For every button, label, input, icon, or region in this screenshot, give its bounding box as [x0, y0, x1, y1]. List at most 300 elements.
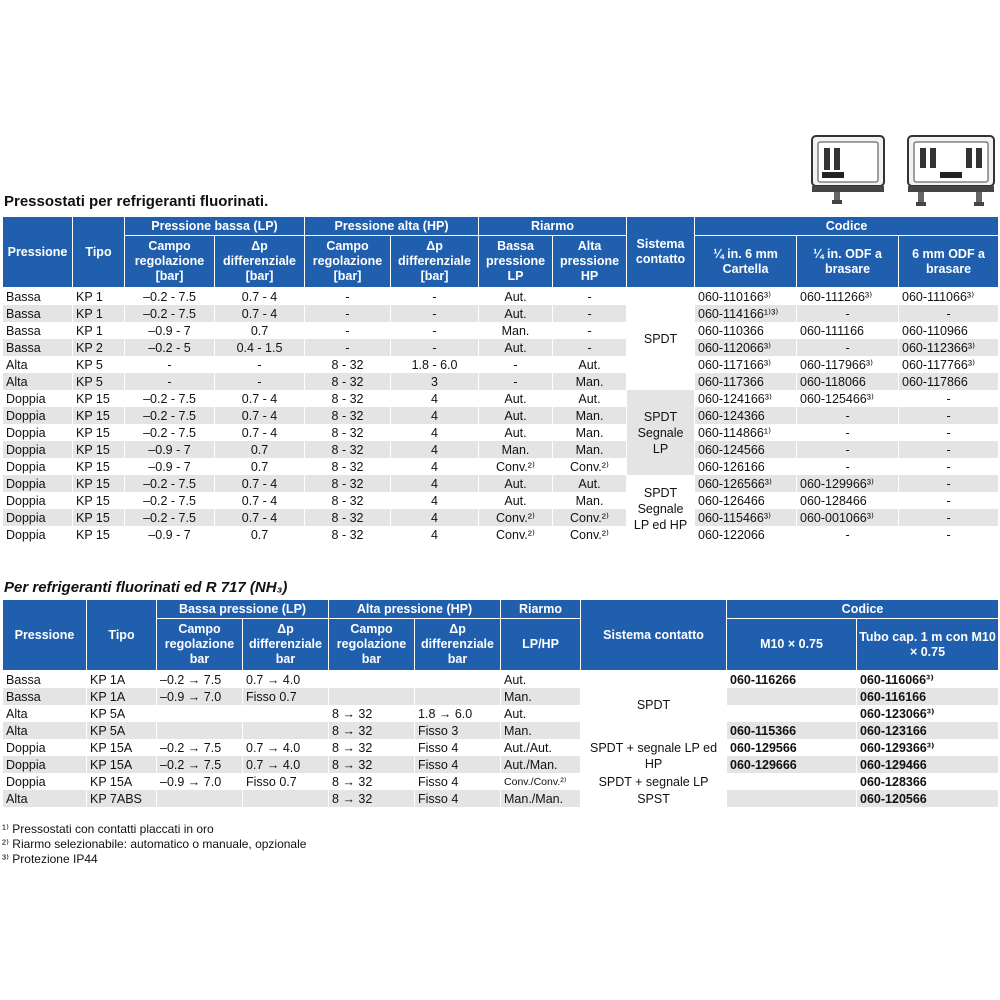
table-cell: 8 → 32 [329, 722, 415, 739]
table-cell: KP 15 [73, 509, 125, 526]
code-cell: 060-129966³⁾ [797, 475, 899, 492]
table-row [3, 756, 999, 773]
table-row [3, 705, 999, 722]
code-cell: 060-122066 [695, 526, 797, 543]
table-cell: Doppia [3, 475, 73, 492]
table-cell: 1.8 - 6.0 [391, 356, 479, 373]
table-row [3, 458, 999, 475]
code-cell: 060-114866¹⁾ [695, 424, 797, 441]
code-cell: 060-129566 [727, 739, 857, 756]
code-cell: 060-124366 [695, 407, 797, 424]
table2-title: Per refrigeranti fluorinati ed R 717 (NH₃) [4, 579, 288, 596]
table-cell: –0.9 → 7.0 [157, 773, 243, 790]
col-code2: ¼ in. ODF a brasare [797, 236, 899, 288]
table-cell: –0.2 - 7.5 [125, 492, 215, 509]
table-cell: Doppia [3, 773, 87, 790]
table-row [3, 373, 999, 390]
table-cell: Conv.²⁾ [553, 509, 627, 526]
table-cell: Aut./Aut. [501, 739, 581, 756]
code-cell: - [899, 390, 999, 407]
table-cell [329, 688, 415, 705]
code-cell [727, 790, 857, 807]
table-cell: 0.7 - 4 [215, 390, 305, 407]
table-cell: 8 - 32 [305, 390, 391, 407]
table-cell: KP 1 [73, 322, 125, 339]
table-cell: - [391, 305, 479, 322]
table-cell: Fisso 4 [415, 773, 501, 790]
group-lp: Pressione bassa (LP) [125, 217, 305, 236]
table-cell: Man. [501, 688, 581, 705]
table-cell: Aut. [479, 305, 553, 322]
code-cell: 060-115466³⁾ [695, 509, 797, 526]
table-row [3, 424, 999, 441]
table-cell: - [305, 322, 391, 339]
table-cell: Doppia [3, 458, 73, 475]
table-cell: KP 1A [87, 688, 157, 705]
table-cell: 0.7 [215, 441, 305, 458]
table-cell [157, 790, 243, 807]
table-cell: KP 5 [73, 356, 125, 373]
table-row [3, 305, 999, 322]
table-cell: –0.9 - 7 [125, 458, 215, 475]
table-cell: - [553, 288, 627, 306]
code-cell: 060-117766³⁾ [899, 356, 999, 373]
code-cell: 060-120566 [857, 790, 999, 807]
system-contact-cell: SPDT + segnale LP ed HP [581, 739, 727, 773]
table-cell: Fisso 4 [415, 739, 501, 756]
table-cell: KP 15 [73, 390, 125, 407]
table-fluorinated-r717 [2, 599, 999, 807]
code-cell: 060-114166¹⁾³⁾ [695, 305, 797, 322]
col-dp-hp: Δp differenziale [bar] [391, 236, 479, 288]
table-cell: 0.7 - 4 [215, 407, 305, 424]
table-cell: Bassa [3, 322, 73, 339]
table-cell: Aut. [479, 339, 553, 356]
table-cell: Aut. [479, 424, 553, 441]
code-cell: 060-116066³⁾ [857, 671, 999, 689]
table-row [3, 526, 999, 543]
group-code: Codice [727, 600, 999, 619]
table-cell: 0.7 → 4.0 [243, 739, 329, 756]
table-row [3, 288, 999, 306]
table-cell: 0.7 [215, 322, 305, 339]
table-cell: 4 [391, 458, 479, 475]
code-cell: - [797, 424, 899, 441]
footnote: ²⁾ Riarmo selezionabile: automatico o manuale, opzionale [2, 837, 307, 851]
col-campo-hp: Campo regolazione bar [329, 619, 415, 671]
code-cell: 060-117366 [695, 373, 797, 390]
table-cell: Doppia [3, 407, 73, 424]
table-cell: - [391, 288, 479, 306]
code-cell: 060-116166 [857, 688, 999, 705]
table-cell: Man. [501, 722, 581, 739]
table-row [3, 509, 999, 526]
table1-title: Pressostati per refrigeranti fluorinati. [4, 193, 269, 210]
table-cell: 8 - 32 [305, 458, 391, 475]
table-cell: Man. [479, 441, 553, 458]
table-cell: Aut. [479, 475, 553, 492]
col-campo-hp: Campo regolazione [bar] [305, 236, 391, 288]
table-cell: 8 - 32 [305, 356, 391, 373]
col-tipo: Tipo [73, 217, 125, 288]
code-cell [727, 688, 857, 705]
table-row [3, 475, 999, 492]
table-cell: Doppia [3, 526, 73, 543]
table-cell: - [479, 373, 553, 390]
table-cell: Alta [3, 356, 73, 373]
table-cell: KP 5A [87, 722, 157, 739]
table-cell: - [305, 339, 391, 356]
system-contact-cell: SPDT Segnale LP ed HP [627, 475, 695, 543]
footnote: ¹⁾ Pressostati con contatti placcati in oro [2, 822, 214, 836]
code-cell: 060-126566³⁾ [695, 475, 797, 492]
col-tipo: Tipo [87, 600, 157, 671]
table-fluorinated [2, 216, 999, 543]
table-cell: Aut. [501, 705, 581, 722]
col-dp-hp: Δp differenziale bar [415, 619, 501, 671]
table-cell: –0.9 - 7 [125, 322, 215, 339]
code-cell: - [899, 526, 999, 543]
table-cell: –0.2 → 7.5 [157, 756, 243, 773]
code-cell: 060-129366³⁾ [857, 739, 999, 756]
table-cell: - [479, 356, 553, 373]
pressure-switch-dual-icon [904, 132, 998, 214]
code-cell: 060-115366 [727, 722, 857, 739]
table-cell: 4 [391, 526, 479, 543]
table-cell [157, 705, 243, 722]
table-cell: Doppia [3, 739, 87, 756]
table-cell: - [215, 373, 305, 390]
table-row [3, 390, 999, 407]
table-cell: 0.7 - 4 [215, 288, 305, 306]
table-cell: 0.7 - 4 [215, 424, 305, 441]
table-cell: Aut. [501, 671, 581, 689]
table-cell: 8 - 32 [305, 407, 391, 424]
code-cell: 060-117866 [899, 373, 999, 390]
col-campo-lp: Campo regolazione [bar] [125, 236, 215, 288]
table-cell: 0.7 - 4 [215, 475, 305, 492]
table-cell: - [305, 305, 391, 322]
table-cell: 4 [391, 509, 479, 526]
table-cell: 4 [391, 492, 479, 509]
table-cell: Fisso 0.7 [243, 688, 329, 705]
table-cell: Alta [3, 705, 87, 722]
table-cell: 0.7 - 4 [215, 305, 305, 322]
table-cell: Bassa [3, 688, 87, 705]
table-cell: Man. [553, 373, 627, 390]
system-contact-cell: SPDT [627, 288, 695, 391]
table-row [3, 739, 999, 756]
table-cell: Fisso 3 [415, 722, 501, 739]
code-cell: 060-110366 [695, 322, 797, 339]
group-lp: Bassa pressione (LP) [157, 600, 329, 619]
table-cell: Conv.²⁾ [479, 509, 553, 526]
table-cell: - [391, 339, 479, 356]
table-cell: 0.7 - 4 [215, 509, 305, 526]
code-cell: 060-124566 [695, 441, 797, 458]
table-cell [329, 671, 415, 689]
table-row [3, 322, 999, 339]
group-reset: Riarmo [501, 600, 581, 619]
code-cell: 060-128366 [857, 773, 999, 790]
table-cell: - [553, 305, 627, 322]
col-sistema: Sistema contatto [627, 217, 695, 288]
code-cell: 060-110166³⁾ [695, 288, 797, 306]
code-cell: 060-117166³⁾ [695, 356, 797, 373]
table-cell: 8 - 32 [305, 475, 391, 492]
code-cell: 060-110966 [899, 322, 999, 339]
table-cell: –0.2 - 5 [125, 339, 215, 356]
table-cell: - [125, 356, 215, 373]
table-cell: Doppia [3, 756, 87, 773]
table-cell: Doppia [3, 492, 73, 509]
table-cell: Conv.²⁾ [553, 526, 627, 543]
table-cell: –0.2 - 7.5 [125, 509, 215, 526]
code-cell: - [797, 339, 899, 356]
code-cell: - [797, 305, 899, 322]
code-cell [727, 773, 857, 790]
table-cell: Aut. [479, 288, 553, 306]
table-cell: Bassa [3, 288, 73, 306]
table-cell: Aut./Man. [501, 756, 581, 773]
table-cell: 0.4 - 1.5 [215, 339, 305, 356]
system-contact-cell: SPDT + segnale LP [581, 773, 727, 790]
table-cell [415, 671, 501, 689]
table-cell: 4 [391, 424, 479, 441]
code-cell: 060-128466 [797, 492, 899, 509]
table-cell: Bassa [3, 305, 73, 322]
table-cell: –0.2 - 7.5 [125, 288, 215, 306]
col-reset: LP/HP [501, 619, 581, 671]
table-row [3, 339, 999, 356]
table-cell: 4 [391, 407, 479, 424]
table-cell: 8 → 32 [329, 756, 415, 773]
col-code2: Tubo cap. 1 m con M10 × 0.75 [857, 619, 999, 671]
code-cell: 060-123166 [857, 722, 999, 739]
col-dp-lp: Δp differenziale bar [243, 619, 329, 671]
col-dp-lp: Δp differenziale [bar] [215, 236, 305, 288]
table-cell: Doppia [3, 441, 73, 458]
col-reset-hp: Alta pressione HP [553, 236, 627, 288]
table-cell: –0.2 - 7.5 [125, 475, 215, 492]
table-cell: KP 15 [73, 441, 125, 458]
table-cell: KP 2 [73, 339, 125, 356]
group-hp: Alta pressione (HP) [329, 600, 501, 619]
table-cell [157, 722, 243, 739]
system-contact-cell: SPDT [581, 671, 727, 740]
table-cell: –0.9 - 7 [125, 526, 215, 543]
code-cell: - [899, 305, 999, 322]
table-cell: –0.2 → 7.5 [157, 671, 243, 689]
table-row [3, 773, 999, 790]
table-cell: 1.8 → 6.0 [415, 705, 501, 722]
code-cell: 060-118066 [797, 373, 899, 390]
col-sistema: Sistema contatto [581, 600, 727, 671]
code-cell: 060-125466³⁾ [797, 390, 899, 407]
table-cell: –0.9 - 7 [125, 441, 215, 458]
code-cell: - [899, 492, 999, 509]
table-cell: Man. [553, 407, 627, 424]
table-cell: KP 15 [73, 458, 125, 475]
code-cell: - [899, 424, 999, 441]
table-row [3, 407, 999, 424]
col-campo-lp: Campo regolazione bar [157, 619, 243, 671]
table-row [3, 671, 999, 689]
table-cell: - [125, 373, 215, 390]
table-cell: Man. [553, 424, 627, 441]
table-cell [243, 705, 329, 722]
code-cell: 060-129666 [727, 756, 857, 773]
table-cell: Alta [3, 722, 87, 739]
code-cell: 060-111066³⁾ [899, 288, 999, 306]
table-cell: KP 15A [87, 739, 157, 756]
table-cell: - [553, 322, 627, 339]
table-cell: Doppia [3, 509, 73, 526]
table-cell: Aut. [479, 407, 553, 424]
table-cell: –0.2 - 7.5 [125, 407, 215, 424]
table-cell: –0.2 - 7.5 [125, 424, 215, 441]
table-cell: 4 [391, 441, 479, 458]
table-cell: –0.2 → 7.5 [157, 739, 243, 756]
table-cell: 8 → 32 [329, 773, 415, 790]
code-cell: - [899, 407, 999, 424]
table-cell: KP 5 [73, 373, 125, 390]
code-cell: 060-111166 [797, 322, 899, 339]
code-cell: 060-001066³⁾ [797, 509, 899, 526]
table-cell: Aut. [553, 475, 627, 492]
table-cell [243, 722, 329, 739]
table-cell: 0.7 → 4.0 [243, 671, 329, 689]
code-cell: - [797, 526, 899, 543]
table-cell: - [553, 339, 627, 356]
table-cell: 8 → 32 [329, 790, 415, 807]
code-cell: - [797, 458, 899, 475]
code-cell [727, 705, 857, 722]
col-code3: 6 mm ODF a brasare [899, 236, 999, 288]
col-pressione: Pressione [3, 600, 87, 671]
group-code: Codice [695, 217, 999, 236]
table-cell: Alta [3, 373, 73, 390]
table-cell: 4 [391, 475, 479, 492]
table-cell: KP 15 [73, 407, 125, 424]
code-cell: 060-112066³⁾ [695, 339, 797, 356]
code-cell: - [899, 441, 999, 458]
table-cell: –0.2 - 7.5 [125, 305, 215, 322]
table-cell: 8 - 32 [305, 373, 391, 390]
table-cell: KP 1 [73, 288, 125, 306]
table-cell: - [391, 322, 479, 339]
footnote: ³⁾ Protezione IP44 [2, 852, 98, 866]
code-cell: - [797, 441, 899, 458]
table-cell: KP 15A [87, 773, 157, 790]
table-row [3, 688, 999, 705]
table-cell: Conv./Conv.²⁾ [501, 773, 581, 790]
col-code1: ¼ in. 6 mm Cartella [695, 236, 797, 288]
code-cell: 060-129466 [857, 756, 999, 773]
table-cell: Doppia [3, 390, 73, 407]
table-cell: Bassa [3, 339, 73, 356]
table-cell: 0.7 - 4 [215, 492, 305, 509]
col-code1: M10 × 0.75 [727, 619, 857, 671]
table-cell: Conv.²⁾ [479, 526, 553, 543]
code-cell: 060-117966³⁾ [797, 356, 899, 373]
table-row [3, 790, 999, 807]
table-cell: 8 → 32 [329, 705, 415, 722]
table-row [3, 441, 999, 458]
code-cell: 060-112366³⁾ [899, 339, 999, 356]
table-cell: Bassa [3, 671, 87, 689]
table-cell: Man. [479, 322, 553, 339]
col-pressione: Pressione [3, 217, 73, 288]
col-reset-lp: Bassa pressione LP [479, 236, 553, 288]
table-cell: KP 1A [87, 671, 157, 689]
table-cell: 0.7 → 4.0 [243, 756, 329, 773]
table-cell: Fisso 0.7 [243, 773, 329, 790]
code-cell: - [899, 458, 999, 475]
code-cell: - [899, 475, 999, 492]
table-cell: KP 7ABS [87, 790, 157, 807]
table-cell: - [305, 288, 391, 306]
table-cell [415, 688, 501, 705]
table-cell: Man./Man. [501, 790, 581, 807]
table-row [3, 356, 999, 373]
table-cell: Aut. [553, 390, 627, 407]
code-cell: - [797, 407, 899, 424]
table-cell: 8 - 32 [305, 492, 391, 509]
table-cell: KP 5A [87, 705, 157, 722]
group-reset: Riarmo [479, 217, 627, 236]
code-cell: 060-111266³⁾ [797, 288, 899, 306]
table-cell: Fisso 4 [415, 756, 501, 773]
table-cell: Man. [553, 492, 627, 509]
table-cell: Doppia [3, 424, 73, 441]
table-row [3, 492, 999, 509]
table-cell: Fisso 4 [415, 790, 501, 807]
table-cell: Man. [553, 441, 627, 458]
code-cell: - [899, 509, 999, 526]
table-cell: - [215, 356, 305, 373]
group-hp: Pressione alta (HP) [305, 217, 479, 236]
table-cell: 8 - 32 [305, 526, 391, 543]
code-cell: 060-126466 [695, 492, 797, 509]
table-cell: 4 [391, 390, 479, 407]
table-cell: 0.7 [215, 526, 305, 543]
table-cell: 0.7 [215, 458, 305, 475]
table-cell: Alta [3, 790, 87, 807]
code-cell: 060-126166 [695, 458, 797, 475]
table-cell: KP 15 [73, 475, 125, 492]
table-cell: KP 15 [73, 424, 125, 441]
table-cell: 8 → 32 [329, 739, 415, 756]
table-cell: 3 [391, 373, 479, 390]
table-cell: KP 15 [73, 526, 125, 543]
table-cell: Conv.²⁾ [479, 458, 553, 475]
table-cell: –0.9 → 7.0 [157, 688, 243, 705]
system-contact-cell: SPST [581, 790, 727, 807]
pressure-switch-single-icon [808, 132, 888, 210]
table-cell: 8 - 32 [305, 424, 391, 441]
code-cell: 060-116266 [727, 671, 857, 689]
table-cell [243, 790, 329, 807]
table-cell: Aut. [553, 356, 627, 373]
footnotes [2, 822, 306, 867]
table-cell: Aut. [479, 492, 553, 509]
table-cell: Conv.²⁾ [553, 458, 627, 475]
code-cell: 060-123066³⁾ [857, 705, 999, 722]
table-row [3, 722, 999, 739]
table-cell: 8 - 32 [305, 441, 391, 458]
table-cell: 8 - 32 [305, 509, 391, 526]
